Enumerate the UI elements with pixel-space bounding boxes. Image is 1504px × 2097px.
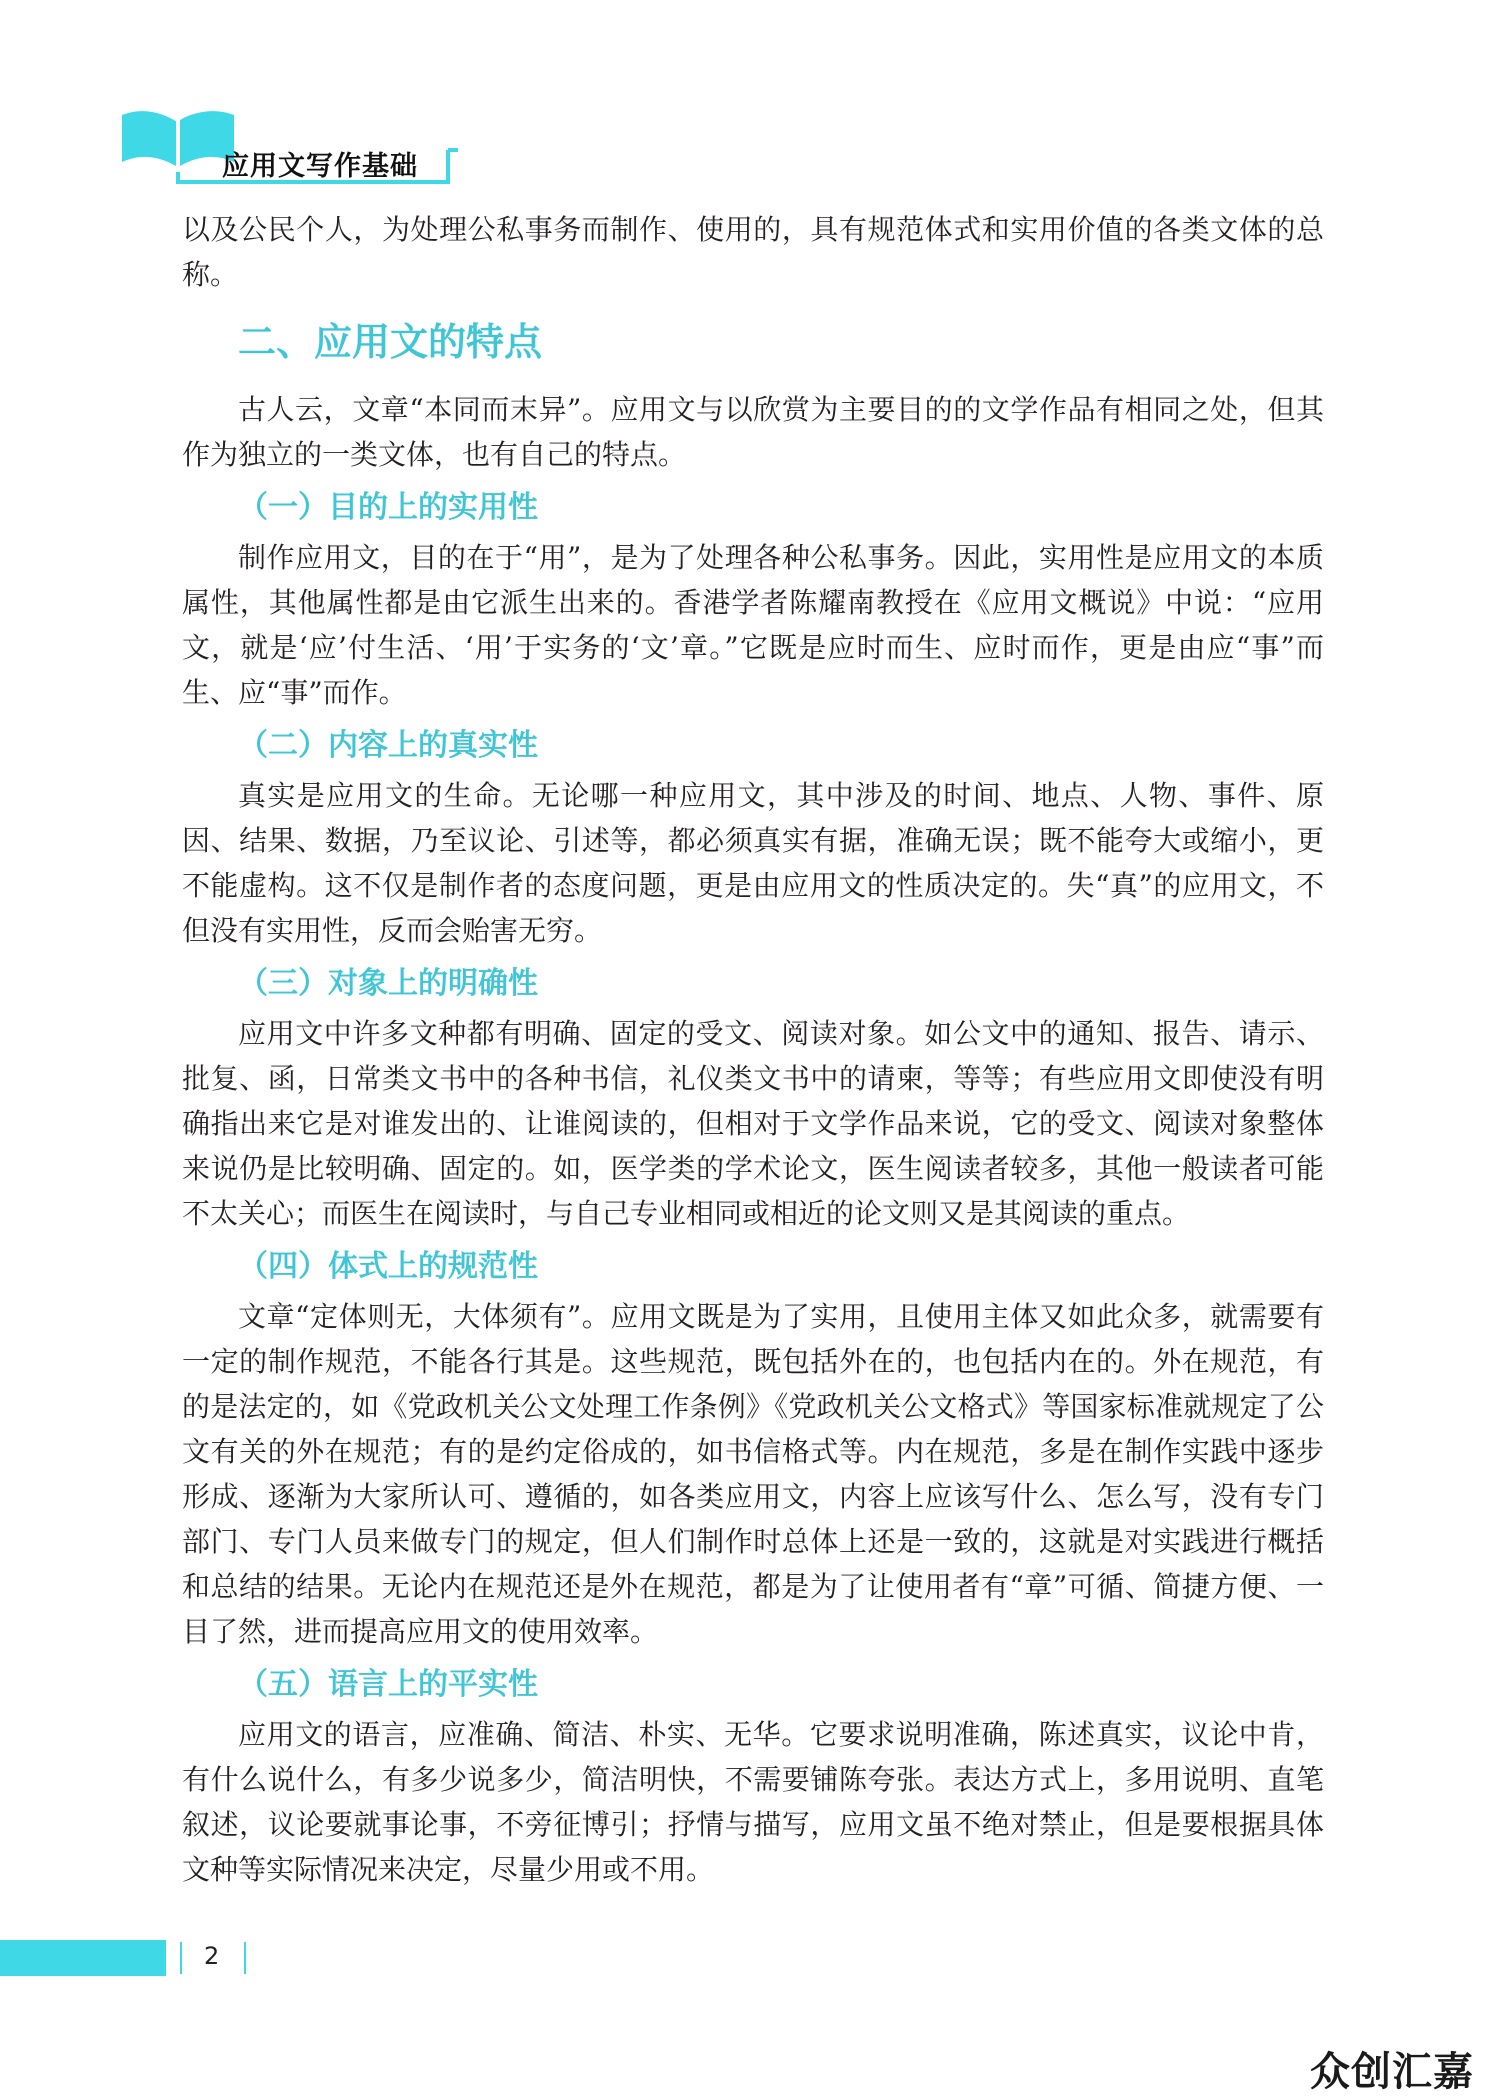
- subsection-heading: （三）对象上的明确性: [238, 966, 538, 1001]
- header-title: 应用文写作基础: [222, 151, 418, 182]
- subsection-paragraph: 应用文中许多文种都有明确、固定的受文、阅读对象。如公文中的通知、报告、请示、批复、函，日常类文书中的各种书信，礼仪类文书中的请柬，等等；有些应用文即使没有明确指出来它是对谁发出的、让谁阅读的，但相对于文学作品来说，它的受文、阅读对象整体来说仍是比较明确、固定的。如，医学类的学术论文，医生阅读者较多，其他一般读者可能不太关心；而医生在阅读时，与自己专业相同或相近的论文则又是其阅读的重点。: [182, 1017, 1324, 1230]
- footer-divider: [244, 1942, 246, 1974]
- subsection-heading: （五）语言上的平实性: [238, 1667, 538, 1702]
- page-header: [118, 100, 458, 190]
- subsection-paragraph: 制作应用文，目的在于“用”，是为了处理各种公私事务。因此，实用性是应用文的本质属性，其他属性都是由它派生出来的。香港学者陈耀南教授在《应用文概说》中说：“应用文，就是‘应’付生活、‘用’于实务的‘文’章。”它既是应时而生、应时而作，更是由应“事”而生、应“事”而作。: [182, 541, 1324, 709]
- watermark-text: 众创汇嘉: [1310, 2049, 1474, 2095]
- page-content: [182, 207, 1324, 1892]
- subsection-paragraph: 真实是应用文的生命。无论哪一种应用文，其中涉及的时间、地点、人物、事件、原因、结果、数据，乃至议论、引述等，都必须真实有据，准确无误；既不能夸大或缩小，更不能虚构。这不仅是制作者的态度问题，更是由应用文的性质决定的。失“真”的应用文，不但没有实用性，反而会贻害无穷。: [182, 779, 1324, 947]
- footer-accent-bar: [0, 1940, 166, 1976]
- subsection-paragraph: 文章“定体则无，大体须有”。应用文既是为了实用，且使用主体又如此众多，就需要有一定的制作规范，不能各行其是。这些规范，既包括外在的，也包括内在的。外在规范，有的是法定的，如《党政机关公文处理工作条例》《党政机关公文格式》等国家标准就规定了公文有关的外在规范；有的是约定俗成的，如书信格式等。内在规范，多是在制作实践中逐步形成、逐渐为大家所认可、遵循的，如各类应用文，内容上应该写什么、怎么写，没有专门部门、专门人员来做专门的规定，但人们制作时总体上还是一致的，这就是对实践进行概括和总结的结果。无论内在规范还是外在规范，都是为了让使用者有“章”可循、简捷方便、一目了然，进而提高应用文的使用效率。: [182, 1300, 1324, 1648]
- subsection-heading: （四）体式上的规范性: [238, 1249, 538, 1284]
- footer-divider: [180, 1942, 182, 1974]
- section-intro-paragraph: 古人云，文章“本同而末异”。应用文与以欣赏为主要目的的文学作品有相同之处，但其作为独立的一类文体，也有自己的特点。: [182, 393, 1324, 471]
- subsection-heading: （二）内容上的真实性: [238, 728, 538, 763]
- page-number: 2: [204, 1942, 220, 1970]
- section-title: 二、应用文的特点: [238, 320, 543, 364]
- subsection-paragraph: 应用文的语言，应准确、简洁、朴实、无华。它要求说明准确，陈述真实，议论中肯，有什么说什么，有多少说多少，简洁明快，不需要铺陈夸张。表达方式上，多用说明、直笔叙述，议论要就事论事，不旁征博引；抒情与描写，应用文虽不绝对禁止，但是要根据具体文种等实际情况来决定，尽量少用或不用。: [182, 1718, 1324, 1886]
- subsection-heading: （一）目的上的实用性: [238, 490, 538, 525]
- intro-tail-paragraph: 以及公民个人，为处理公私事务而制作、使用的，具有规范体式和实用价值的各类文体的总称。: [182, 213, 1324, 291]
